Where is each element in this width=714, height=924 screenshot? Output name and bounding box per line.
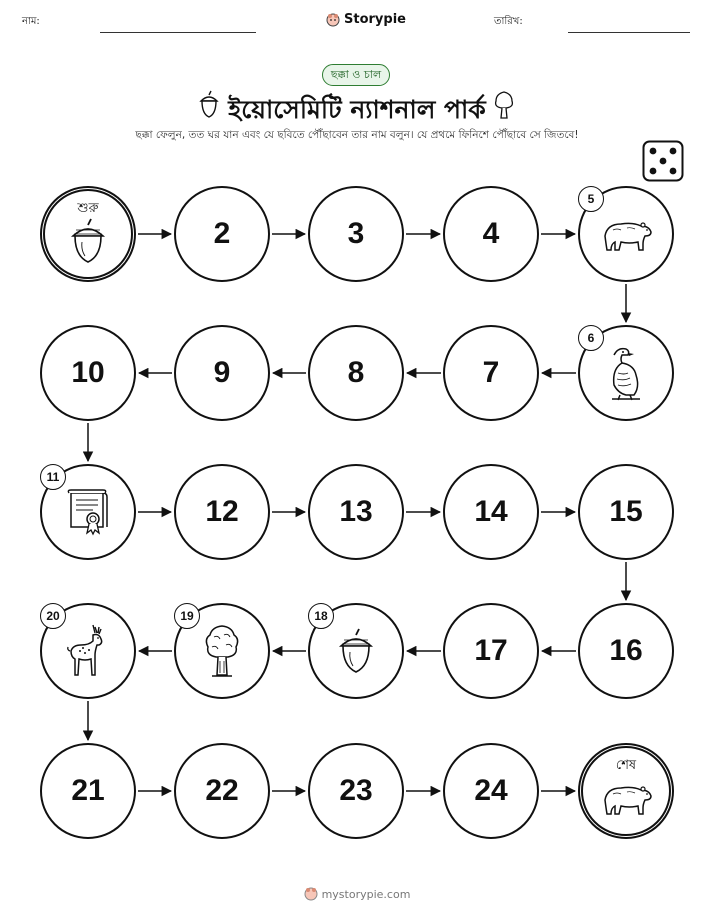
- cell-number-badge: 18: [308, 603, 334, 629]
- start-label: শুরু: [77, 201, 99, 216]
- board-cell-20: [40, 603, 136, 699]
- cell-number: 10: [71, 356, 105, 389]
- board-cell-8: [308, 325, 404, 421]
- bear-icon: [599, 214, 653, 254]
- acorn-icon: [68, 218, 108, 264]
- acorn-icon: [336, 628, 376, 674]
- cell-number-badge: 20: [40, 603, 66, 629]
- deer-icon: [65, 623, 111, 679]
- board-cell-22: [174, 743, 270, 839]
- footer-site: mystorypie.com: [321, 887, 411, 901]
- cell-number-badge: 5: [578, 186, 604, 212]
- cell-number: 15: [609, 495, 643, 528]
- bear-icon: [599, 778, 653, 818]
- end-label: শেষ: [615, 758, 637, 773]
- cell-number-badge: 19: [174, 603, 200, 629]
- board-cell-19: [174, 603, 270, 699]
- cell-number: 24: [474, 774, 508, 807]
- board-cell-3: [308, 186, 404, 282]
- board-cell-9: [174, 325, 270, 421]
- board-cell-7: [443, 325, 539, 421]
- cell-number: 3: [347, 217, 365, 250]
- cell-number: 2: [213, 217, 231, 250]
- name-label: নাম:: [22, 16, 40, 27]
- storypie-logo-icon: [304, 887, 318, 901]
- board-cell-24: [443, 743, 539, 839]
- board-cell-4: [443, 186, 539, 282]
- board-cell-12: [174, 464, 270, 560]
- board-cell-17: [443, 603, 539, 699]
- board-cell-18: [308, 603, 404, 699]
- cell-number: 17: [474, 634, 508, 667]
- cell-number: 14: [474, 495, 508, 528]
- board-cell-10: [40, 325, 136, 421]
- cell-number: 7: [482, 356, 500, 389]
- date-label: তারিখ:: [494, 16, 523, 27]
- scroll-icon: [63, 487, 113, 537]
- cell-number: 4: [482, 217, 500, 250]
- board-cell-14: [443, 464, 539, 560]
- cell-number: 22: [205, 774, 239, 807]
- instructions: ছক্কা ফেলুন, তত ঘর যান এবং যে ছবিতে পৌঁছাবেন তার নাম বলুন। যে প্রথমে ফিনিশে পৌঁছাবে সে জিতবে!: [135, 129, 579, 141]
- board-cell-11: [40, 464, 136, 560]
- cell-number: 8: [347, 356, 365, 389]
- brand-name: Storypie: [344, 12, 406, 27]
- board-cell-13: [308, 464, 404, 560]
- board-cell-15: [578, 464, 674, 560]
- cell-number: 9: [213, 356, 231, 389]
- cell-number-badge: 6: [578, 325, 604, 351]
- cell-number: 12: [205, 495, 239, 528]
- board-cell-1: [40, 186, 136, 282]
- tree-icon: [202, 623, 242, 679]
- page-title: ইয়োসেমিটি ন্যাশনাল পার্ক: [228, 95, 486, 124]
- eagle-icon: [604, 345, 648, 401]
- board-cell-6: [578, 325, 674, 421]
- board-cell-21: [40, 743, 136, 839]
- cell-number-badge: 11: [40, 464, 66, 490]
- board-cell-23: [308, 743, 404, 839]
- cell-number: 23: [339, 774, 373, 807]
- board-cell-2: [174, 186, 270, 282]
- game-badge: ছক্কা ও চাল: [322, 64, 390, 86]
- board-cell-5: [578, 186, 674, 282]
- board-cell-25: [578, 743, 674, 839]
- footer: [0, 887, 714, 901]
- board-cell-16: [578, 603, 674, 699]
- cell-number: 21: [71, 774, 105, 807]
- cell-number: 16: [609, 634, 643, 667]
- cell-number: 13: [339, 495, 373, 528]
